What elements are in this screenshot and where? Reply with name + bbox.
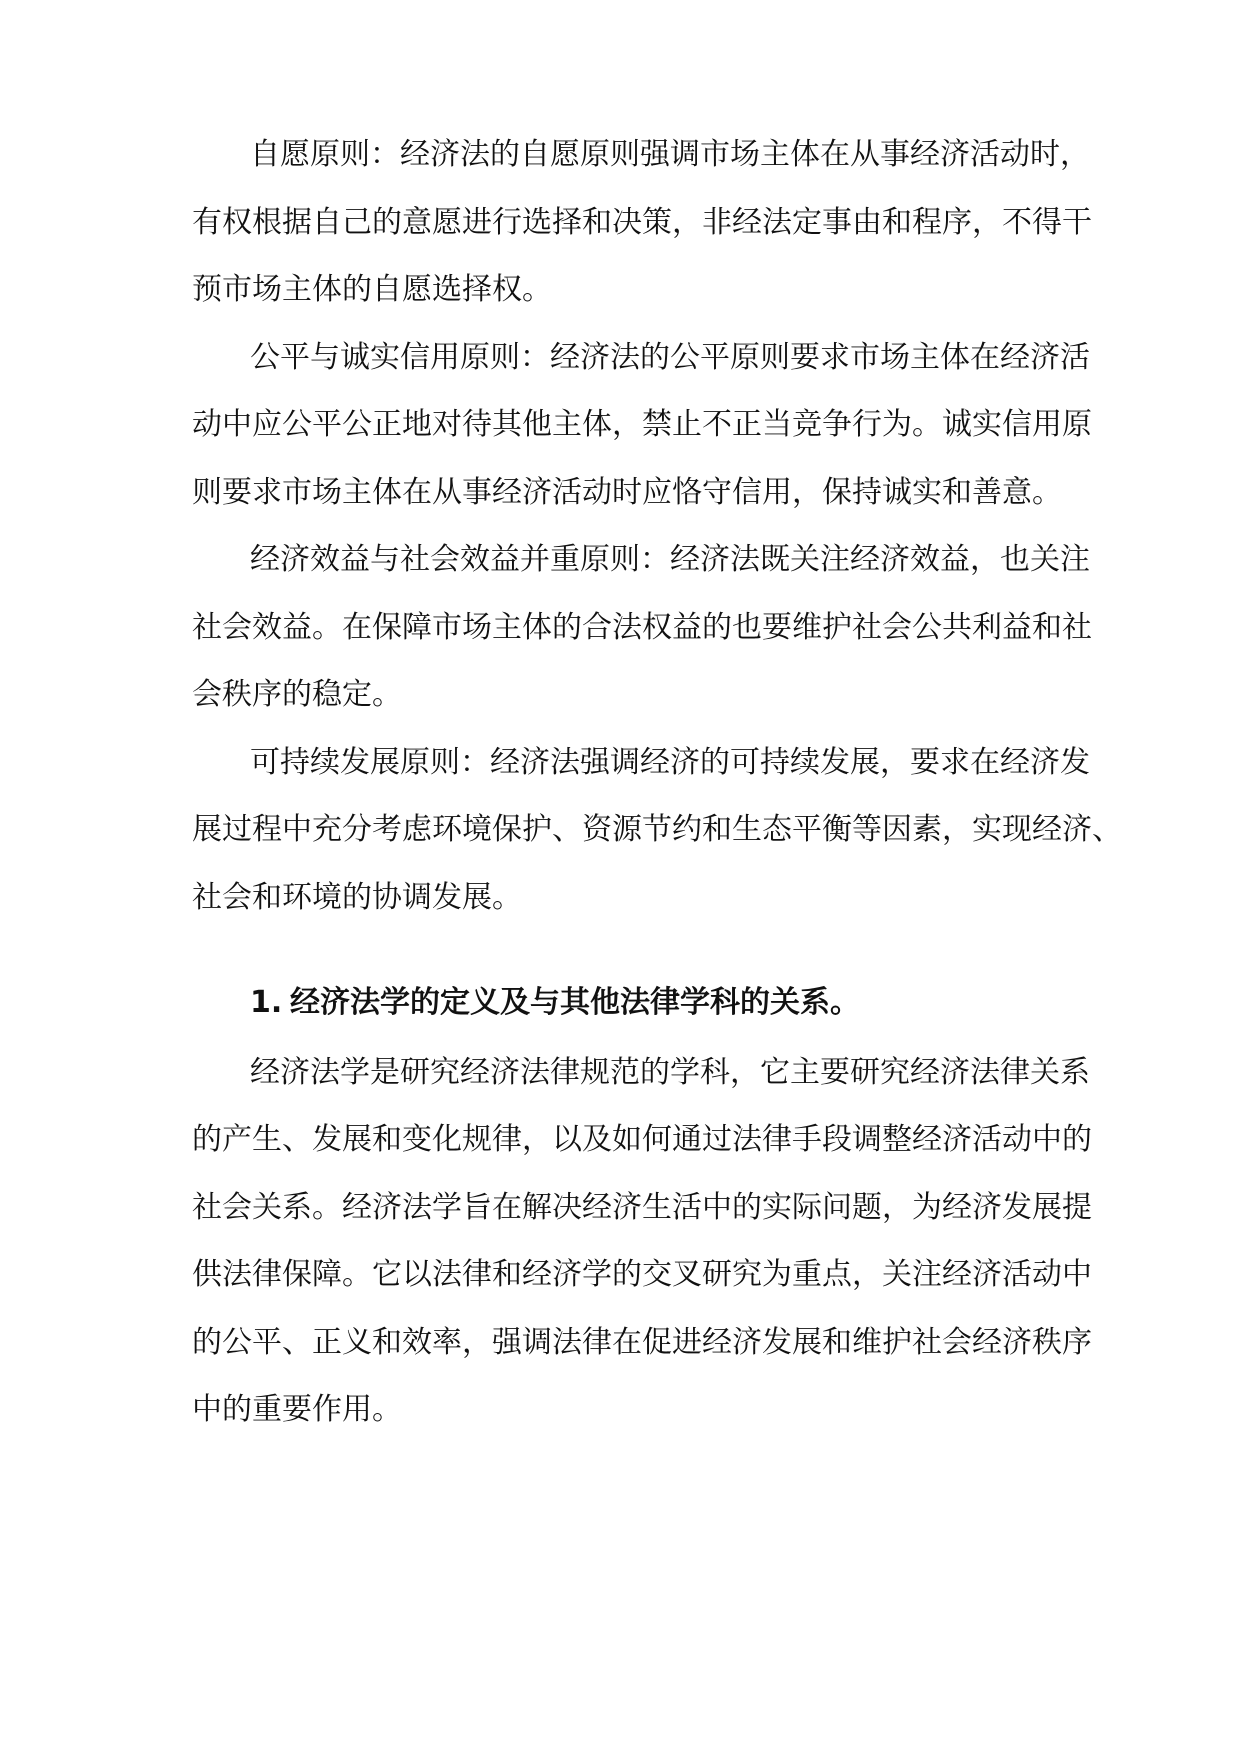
paragraph-3-line-2: 社会效益。在保障市场主体的合法权益的也要维护社会公共利益和社 <box>192 610 1092 645</box>
paragraph-2-line-3: 则要求市场主体在从事经济活动时应恪守信用，保持诚实和善意。 <box>192 475 1062 510</box>
section-heading-number: 1. <box>250 985 283 1020</box>
section-paragraph-line-6: 中的重要作用。 <box>192 1392 402 1427</box>
paragraph-2-line-2: 动中应公平公正地对待其他主体，禁止不正当竞争行为。诚实信用原 <box>192 407 1092 442</box>
paragraph-3-line-1: 经济效益与社会效益并重原则：经济法既关注经济效益，也关注 <box>250 542 1090 577</box>
paragraph-4-line-2: 展过程中充分考虑环境保护、资源节约和生态平衡等因素，实现经济、 <box>192 812 1122 847</box>
section-heading-text: 经济法学的定义及与其他法律学科的关系。 <box>290 985 860 1020</box>
section-paragraph-line-1: 经济法学是研究经济法律规范的学科，它主要研究经济法律关系 <box>250 1055 1090 1090</box>
section-paragraph-line-3: 社会关系。经济法学旨在解决经济生活中的实际问题，为经济发展提 <box>192 1190 1092 1225</box>
paragraph-1-line-1: 自愿原则：经济法的自愿原则强调市场主体在从事经济活动时， <box>250 137 1090 172</box>
paragraph-4-line-3: 社会和环境的协调发展。 <box>192 880 522 915</box>
section-heading <box>250 983 860 1023</box>
paragraph-2-line-1: 公平与诚实信用原则：经济法的公平原则要求市场主体在经济活 <box>250 340 1090 375</box>
paragraph-1-line-3: 预市场主体的自愿选择权。 <box>192 272 552 307</box>
section-paragraph-line-2: 的产生、发展和变化规律，以及如何通过法律手段调整经济活动中的 <box>192 1122 1092 1157</box>
section-paragraph-line-5: 的公平、正义和效率，强调法律在促进经济发展和维护社会经济秩序 <box>192 1325 1092 1360</box>
paragraph-1-line-2: 有权根据自己的意愿进行选择和决策，非经法定事由和程序，不得干 <box>192 205 1092 240</box>
paragraph-3-line-3: 会秩序的稳定。 <box>192 677 402 712</box>
paragraph-4-line-1: 可持续发展原则：经济法强调经济的可持续发展，要求在经济发 <box>250 745 1090 780</box>
section-paragraph-line-4: 供法律保障。它以法律和经济学的交叉研究为重点，关注经济活动中 <box>192 1257 1092 1292</box>
